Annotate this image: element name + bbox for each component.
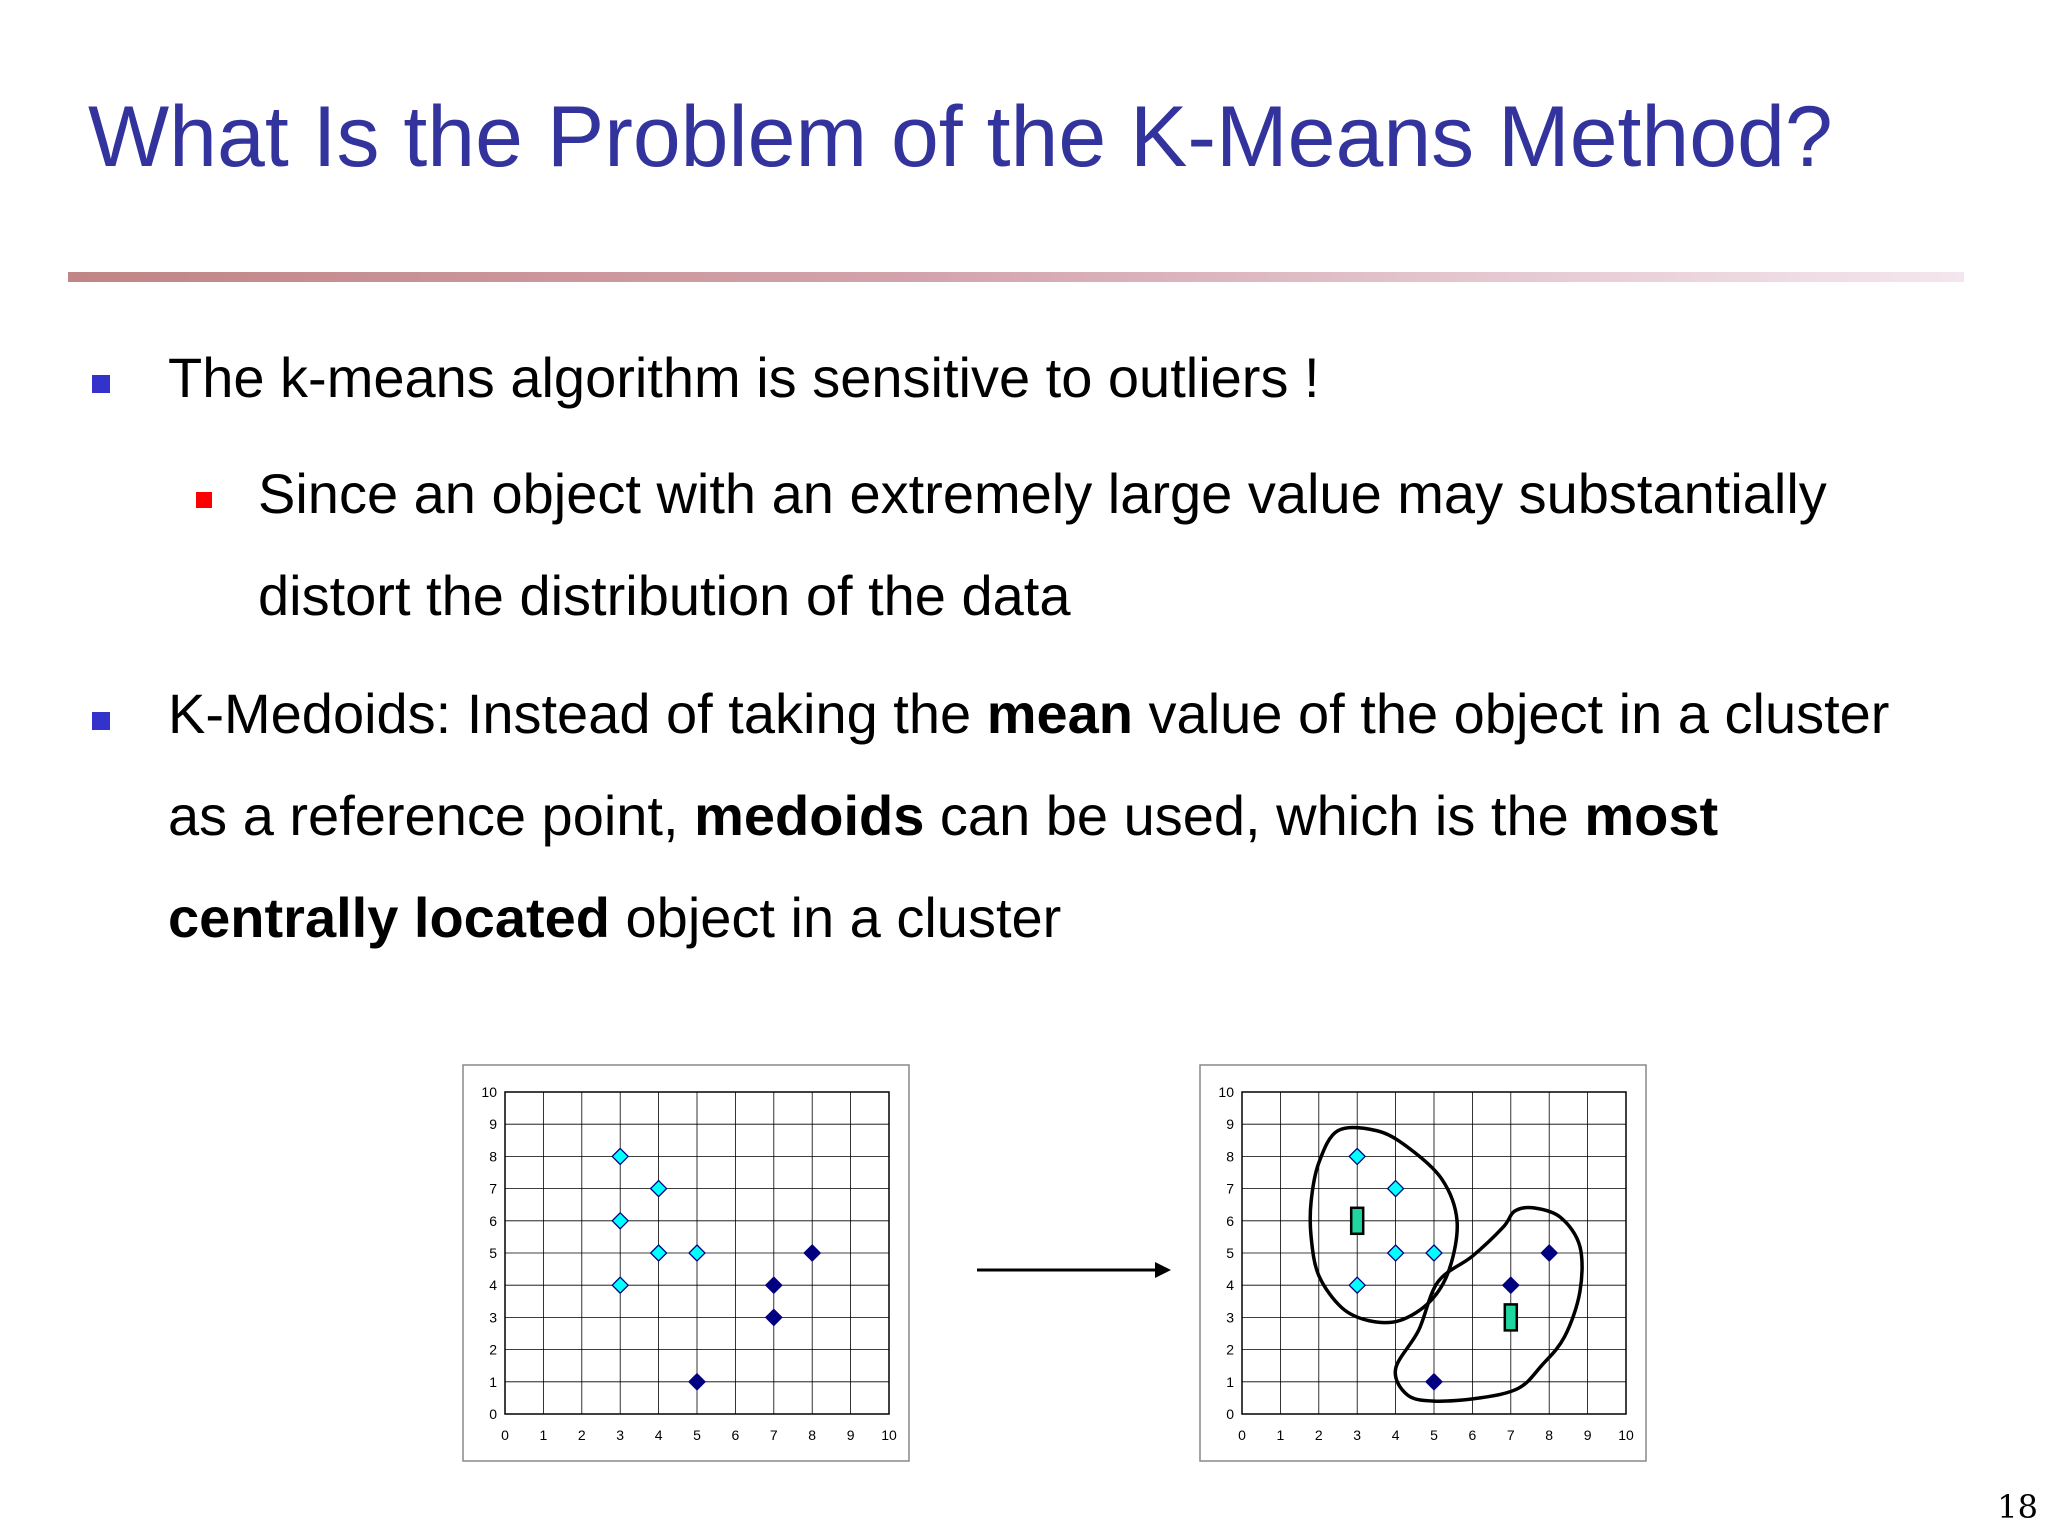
- x-tick-label: 9: [1583, 1427, 1592, 1443]
- y-tick-label: 6: [1226, 1212, 1234, 1229]
- x-tick-label: 2: [1314, 1427, 1323, 1443]
- x-tick-label: 8: [808, 1427, 817, 1443]
- y-tick-label: 1: [1226, 1373, 1234, 1390]
- x-tick-label: 9: [846, 1427, 855, 1443]
- bullet-2-line-1: [168, 663, 1889, 765]
- sub-bullet-1: [258, 443, 1827, 647]
- x-tick-label: 7: [1506, 1427, 1515, 1443]
- y-tick-label: 3: [1226, 1309, 1234, 1326]
- bullet-1-text: The k-means algorithm is sensitive to outliers !: [168, 346, 1320, 409]
- bullet-square-icon: [92, 375, 110, 393]
- y-tick-label: 6: [489, 1212, 497, 1229]
- bullet-2-text-a: K-Medoids: Instead of taking the: [168, 682, 987, 745]
- x-tick-label: 5: [1430, 1427, 1438, 1443]
- bullet-2-text-f: object in a cluster: [609, 886, 1062, 949]
- bullet-2: [168, 663, 1889, 969]
- x-tick-label: 3: [1353, 1427, 1362, 1443]
- scatter-chart-1-svg: [1199, 1064, 1647, 1462]
- bullet-2-bold-most: most: [1584, 784, 1719, 847]
- y-tick-label: 10: [1218, 1084, 1234, 1100]
- bullet-2-bold-centrally-located: centrally located: [168, 886, 610, 949]
- y-tick-label: 8: [1226, 1148, 1234, 1165]
- arrow-right-icon: [975, 1260, 1175, 1280]
- bullet-2-text-e: can be used, which is the: [924, 784, 1585, 847]
- x-tick-label: 4: [654, 1427, 663, 1443]
- x-tick-label: 8: [1545, 1427, 1554, 1443]
- bullet-square-icon: [92, 712, 110, 730]
- y-tick-label: 0: [1226, 1406, 1234, 1422]
- medoid-marker: [1505, 1304, 1517, 1330]
- y-tick-label: 2: [489, 1341, 497, 1358]
- y-tick-label: 8: [489, 1148, 497, 1165]
- bullet-2-text-c: value of the object in a cluster: [1133, 682, 1890, 745]
- scatter-chart-0-svg: [462, 1064, 910, 1462]
- x-tick-label: 10: [881, 1427, 897, 1443]
- medoid-marker: [1351, 1208, 1363, 1234]
- y-tick-label: 2: [1226, 1341, 1234, 1358]
- y-tick-label: 9: [1226, 1116, 1234, 1133]
- x-tick-label: 1: [539, 1427, 548, 1443]
- x-tick-label: 7: [769, 1427, 778, 1443]
- scatter-chart-kmedoids: [1199, 1064, 1647, 1462]
- y-tick-label: 4: [1226, 1277, 1234, 1294]
- y-tick-label: 5: [1226, 1245, 1234, 1261]
- x-tick-label: 3: [616, 1427, 625, 1443]
- bullet-2-bold-medoids: medoids: [694, 784, 925, 847]
- bullet-2-bold-mean: mean: [986, 682, 1133, 745]
- y-tick-label: 7: [1226, 1180, 1234, 1197]
- bullet-2-line-3: [168, 867, 1889, 969]
- y-tick-label: 3: [489, 1309, 497, 1326]
- bullet-1: [168, 327, 1320, 429]
- x-tick-label: 5: [693, 1427, 701, 1443]
- x-tick-label: 2: [577, 1427, 586, 1443]
- sub-bullet-1-line-2: distort the distribution of the data: [258, 564, 1071, 627]
- y-tick-label: 9: [489, 1116, 497, 1133]
- x-tick-label: 4: [1391, 1427, 1400, 1443]
- x-tick-label: 6: [731, 1427, 740, 1443]
- bullet-2-line-2: [168, 765, 1889, 867]
- y-tick-label: 4: [489, 1277, 497, 1294]
- y-tick-label: 5: [489, 1245, 497, 1261]
- y-tick-label: 7: [489, 1180, 497, 1197]
- page-number: 18: [1997, 1488, 2038, 1526]
- sub-bullet-square-icon: [196, 492, 212, 508]
- bullet-2-text-d: as a reference point,: [168, 784, 695, 847]
- slide-title: What Is the Problem of the K-Means Method?: [88, 89, 1833, 185]
- sub-bullet-1-line-1: Since an object with an extremely large value may substantially: [258, 462, 1827, 525]
- x-tick-label: 10: [1618, 1427, 1634, 1443]
- x-tick-label: 0: [501, 1427, 509, 1443]
- title-divider: [68, 272, 1964, 282]
- y-tick-label: 1: [489, 1373, 497, 1390]
- x-tick-label: 0: [1238, 1427, 1246, 1443]
- scatter-chart-kmeans: [462, 1064, 910, 1462]
- x-tick-label: 6: [1468, 1427, 1477, 1443]
- y-tick-label: 10: [481, 1084, 497, 1100]
- x-tick-label: 1: [1276, 1427, 1285, 1443]
- y-tick-label: 0: [489, 1406, 497, 1422]
